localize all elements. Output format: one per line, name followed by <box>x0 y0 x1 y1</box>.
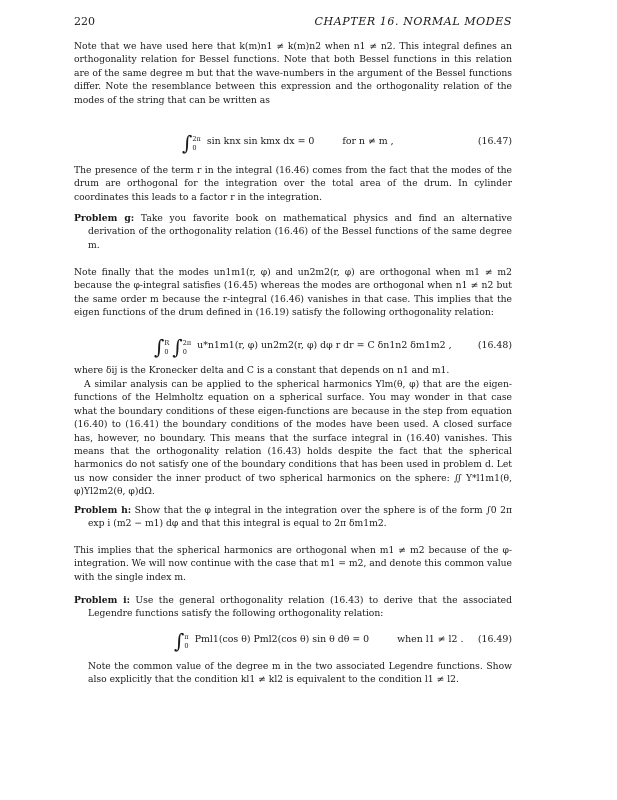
problem-text: Take you favorite book on mathematical physics and find an alternative derivation of the orthogonality relation (16.46) of the Bessel functions of the same degree m. <box>88 213 513 251</box>
paragraph-modes-orthogonal: Note finally that the modes un1m1(r, φ) and un2m2(r, φ) are orthogonal when m1 ≠ m2 because the φ-integral satisfies (16.45) whereas the modes are orthogonal when n1 ≠ n2 but the same order m because the r-integral (16.46) vanishes in that case. This implies that the eigen functions of the drum defined in (16.19) satisfy the following orthogonality relation: <box>74 267 512 319</box>
outer-upper-limit: R <box>164 339 170 347</box>
problem-h <box>74 504 512 531</box>
equation-16-47 <box>74 126 512 160</box>
integral-sign: ∫ <box>182 131 193 155</box>
integrand: u*n1m1(r, φ) un2m2(r, φ) dφ r dr = C δn1n2 δm1m2 , <box>197 340 452 351</box>
paragraph-term-r: The presence of the term r in the integral (16.46) comes from the fact that the modes of the drum are orthogonal for the integration over the total area of the drum. In cylinder coordinates this leads to a factor r in the integration. <box>74 165 512 203</box>
chapter-title: CHAPTER 16. NORMAL MODES <box>314 15 512 28</box>
equation-number: (16.47) <box>477 136 512 147</box>
paragraph-kronecker: where δij is the Kronecker delta and C is a constant that depends on n1 and m1. <box>74 365 450 376</box>
integral-sign: ∫ <box>174 629 185 653</box>
equation-number: (16.48) <box>477 340 512 351</box>
upper-limit: π <box>184 633 189 641</box>
paragraph-legendre-note: Note the common value of the degree m in the two associated Legendre functions. Show also explicitly that the condition kl1 ≠ kl2 is equivalent to the condition l1 ≠ l2. <box>88 661 512 686</box>
paragraph-bessel-orthogonality: Note that we have used here that k(m)n1 ≠ k(m)n2 when n1 ≠ n2. This integral defines an orthogonality relation for Bessel functions. Note that both Bessel functions in this relation are of the same degree m but that the wave-numbers in the argument of the Bessel functions differ. Note the resemblance between this expression and the orthogonality relation of the modes of the string that can be written as <box>74 41 512 106</box>
problem-text: Show that the φ integral in the integration over the sphere is of the form ∫0 2π exp i (m2 − m1) dφ and that this integral is equal to 2π δm1m2. <box>88 505 513 530</box>
page-header <box>74 15 512 29</box>
condition: for n ≠ m , <box>342 136 394 147</box>
outer-integral-sign: ∫ <box>154 335 165 359</box>
paragraph-spherical-harmonics: A similar analysis can be applied to the spherical harmonics Ylm(θ, φ) that are the eigen-functions of the Helmholtz equation on a spherical surface. You may wonder in that case what the boundary conditions of these eigen-functions are because in the step from equation (16.40) to (16.41) the boundary conditions of the modes have been used. A closed surface has, however, no boundary. This means that the surface integral in (16.40) vanishes. This means that the orthogonality relation (16.43) holds despite the fact that the spherical harmonics do not satisfy one of the boundary conditions that has been used in problem d. Let us now consider the inner product of two spherical harmonics on the sphere: ∬ Y*l1m1(θ, φ)Yl2m2(θ, φ)dΩ. <box>74 379 512 498</box>
outer-lower-limit: 0 <box>164 348 169 356</box>
problem-label: Problem g: <box>74 213 135 224</box>
lower-limit: 0 <box>184 642 189 650</box>
condition: when l1 ≠ l2 . <box>397 634 464 645</box>
page-number: 220 <box>74 15 95 28</box>
problem-label: Problem i: <box>74 595 130 606</box>
inner-integral-sign: ∫ <box>172 335 183 359</box>
problem-i <box>74 594 512 621</box>
integrand: Pml1(cos θ) Pml2(cos θ) sin θ dθ = 0 <box>194 634 370 645</box>
equation-number: (16.49) <box>477 634 512 645</box>
upper-limit: 2π <box>192 135 201 143</box>
problem-g <box>74 212 512 252</box>
problem-label: Problem h: <box>74 505 132 516</box>
problem-text: Use the general orthogonality relation (16.43) to derive that the associated Legendre functions satisfy the following orthogonality relation: <box>88 595 513 620</box>
inner-upper-limit: 2π <box>182 339 192 347</box>
lower-limit: 0 <box>192 144 197 152</box>
equation-16-48 <box>74 330 512 364</box>
equation-16-49 <box>74 624 512 658</box>
inner-lower-limit: 0 <box>182 348 187 356</box>
paragraph-spherical-orthogonal: This implies that the spherical harmonics are orthogonal when m1 ≠ m2 because of the φ-integration. We will now continue with the case that m1 = m2, and denote this common value with the single index m. <box>74 545 512 583</box>
integrand: sin knx sin kmx dx = 0 <box>206 136 315 147</box>
